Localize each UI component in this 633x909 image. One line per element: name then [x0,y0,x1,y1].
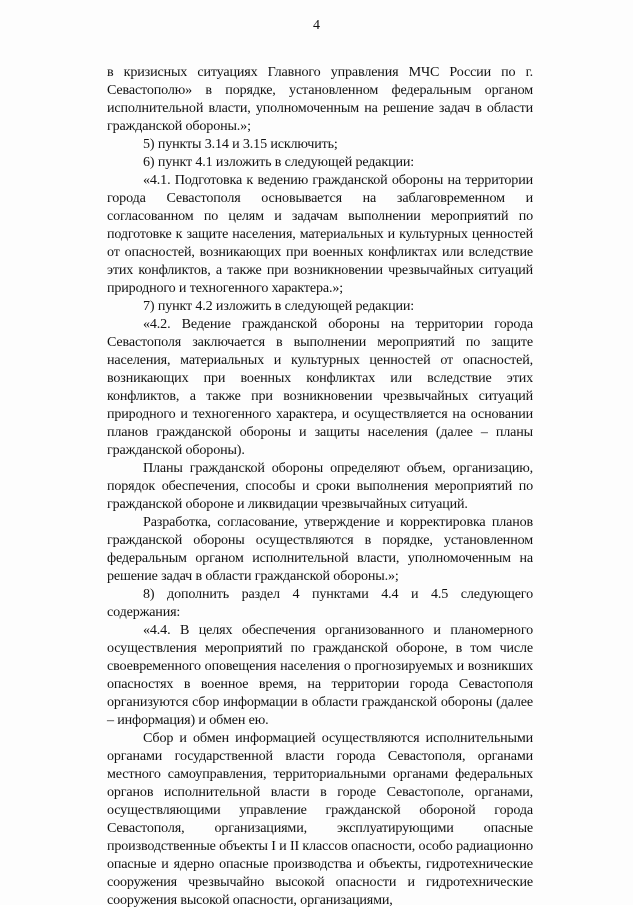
paragraph-9: 8) дополнить раздел 4 пунктами 4.4 и 4.5 следующего содержания: [107,586,533,620]
page-number: 4 [313,18,320,33]
paragraph-5: 7) пункт 4.2 изложить в следующей редакции: [143,298,415,314]
paragraph-8: Разработка, согласование, утверждение и корректировка планов гражданской обороны осуществляются в порядке, установленном федеральным органом исполнительной власти, уполномоченным на решение задач в области гражданской обороны.»; [107,514,533,584]
document-body [107,63,533,909]
paragraph-3: 6) пункт 4.1 изложить в следующей редакции: [143,154,415,170]
paragraph-4: «4.1. Подготовка к ведению гражданской обороны на территории города Севастополя основывается на заблаговременном и согласованном по целям и задачам выполнении мероприятий по подготовке к защите населения, материальных и культурных ценностей от опасностей, возникающих при военных конфликтах или вследствие этих конфликтов, а также при возникновении чрезвычайных ситуаций природного и техногенного характера.»; [107,172,533,296]
paragraph-1: в кризисных ситуациях Главного управления МЧС России по г. Севастополю» в порядке, установленном федеральным органом исполнительной власти, уполномоченным на решение задач в области гражданской обороны.»; [107,64,533,134]
paragraph-7: Планы гражданской обороны определяют объем, организацию, порядок обеспечения, способы и сроки выполнения мероприятий по гражданской обороне и ликвидации чрезвычайных ситуаций. [107,460,533,512]
paragraph-6: «4.2. Ведение гражданской обороны на территории города Севастополя заключается в выполнении мероприятий по защите населения, материальных и культурных ценностей от опасностей, возникающих при военных конфликтах или вследствие этих конфликтов, а также при возникновении чрезвычайных ситуаций природного и техногенного характера, и осуществляется на основании планов гражданской обороны и защиты населения (далее – планы гражданской обороны). [107,316,533,458]
paragraph-11: Сбор и обмен информацией осуществляются исполнительными органами государственной власти города Севастополя, органами местного самоуправления, территориальными органами федеральных органов исполнительной власти в городе Севастополе, органами, осуществляющими управление гражданской обороной города Севастополя, организациями, эксплуатирующими опасные производственные объекты I и II классов опасности, особо радиационно опасные и ядерно опасные производства и объекты, гидротехнические сооружения чрезвычайно высокой опасности и гидротехнические сооружения высокой опасности, организациями, [107,730,533,908]
paragraph-10: «4.4. В целях обеспечения организованного и планомерного осуществления мероприятий по гражданской обороне, в том числе своевременного оповещения населения о прогнозируемых и возникших опасностях в военное время, на территории города Севастополя организуются сбор информации в области гражданской обороны (далее – информация) и обмен ею. [107,622,533,728]
paragraph-2: 5) пункты 3.14 и 3.15 исключить; [143,136,338,152]
